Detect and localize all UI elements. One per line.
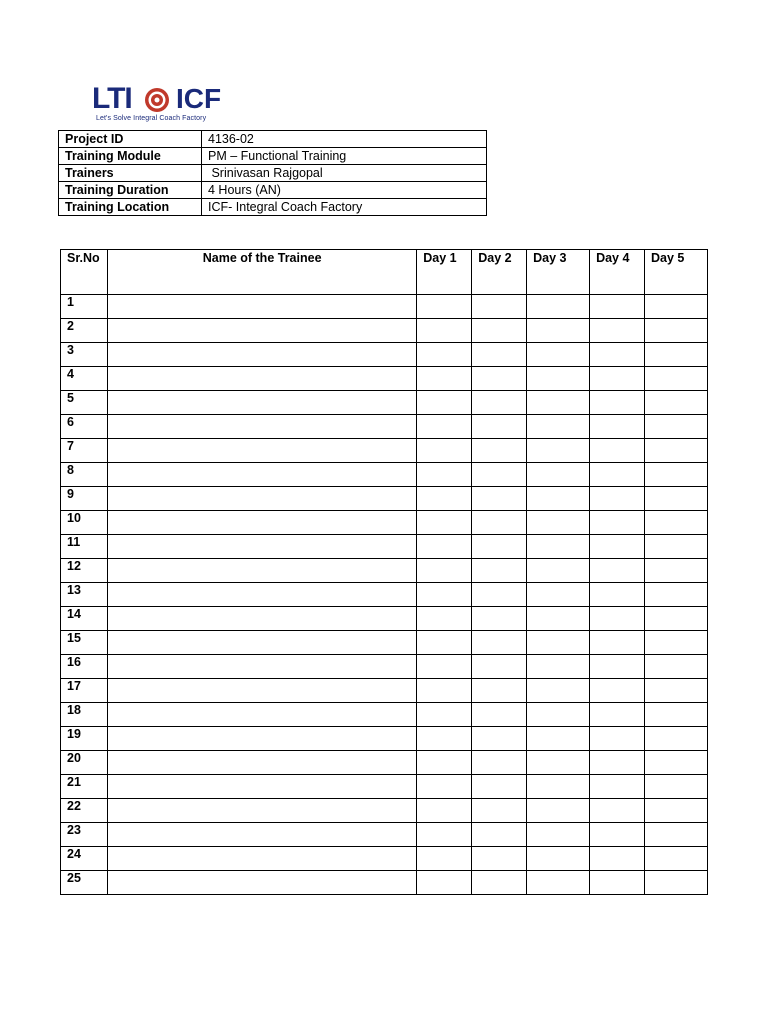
day3-cell[interactable] <box>527 295 590 319</box>
column-header: Day 3 <box>527 250 590 295</box>
day5-cell[interactable] <box>645 487 708 511</box>
sr-no-cell: 2 <box>61 319 108 343</box>
column-header: Sr.No <box>61 250 108 295</box>
day2-cell[interactable] <box>472 631 527 655</box>
logo-tagline: Let's Solve Integral Coach Factory <box>96 115 207 122</box>
sr-no-cell: 22 <box>61 799 108 823</box>
info-label: Trainers <box>59 165 202 182</box>
table-row <box>61 343 708 367</box>
day3-cell[interactable] <box>527 535 590 559</box>
sr-no-cell: 23 <box>61 823 108 847</box>
day1-cell[interactable] <box>417 583 472 607</box>
day5-cell[interactable] <box>645 727 708 751</box>
info-value: 4136-02 <box>202 131 487 148</box>
trainee-name-cell[interactable] <box>107 871 416 895</box>
table-row <box>61 415 708 439</box>
table-row <box>61 583 708 607</box>
trainee-name-cell[interactable] <box>107 655 416 679</box>
table-row <box>61 463 708 487</box>
day1-cell[interactable] <box>417 343 472 367</box>
day3-cell[interactable] <box>527 343 590 367</box>
day5-cell[interactable] <box>645 343 708 367</box>
info-value: Srinivasan Rajgopal <box>202 165 487 182</box>
trainee-name-cell[interactable] <box>107 775 416 799</box>
day1-cell[interactable] <box>417 703 472 727</box>
day4-cell[interactable] <box>590 535 645 559</box>
day4-cell[interactable] <box>590 703 645 727</box>
table-row <box>61 703 708 727</box>
day2-cell[interactable] <box>472 439 527 463</box>
sr-no-cell: 11 <box>61 535 108 559</box>
table-row <box>61 607 708 631</box>
sr-no-cell: 17 <box>61 679 108 703</box>
day4-cell[interactable] <box>590 343 645 367</box>
trainee-name-cell[interactable] <box>107 367 416 391</box>
table-row <box>61 775 708 799</box>
table-row <box>61 679 708 703</box>
day3-cell[interactable] <box>527 871 590 895</box>
sr-no-cell: 3 <box>61 343 108 367</box>
day2-cell[interactable] <box>472 319 527 343</box>
day5-cell[interactable] <box>645 583 708 607</box>
day5-cell[interactable] <box>645 631 708 655</box>
sr-no-cell: 13 <box>61 583 108 607</box>
day5-cell[interactable] <box>645 367 708 391</box>
icf-logo-text: ICF <box>176 83 222 114</box>
info-label: Project ID <box>59 131 202 148</box>
trainee-name-cell[interactable] <box>107 847 416 871</box>
table-row <box>61 727 708 751</box>
day3-cell[interactable] <box>527 847 590 871</box>
info-row <box>59 182 487 199</box>
day5-cell[interactable] <box>645 607 708 631</box>
day3-cell[interactable] <box>527 703 590 727</box>
day5-cell[interactable] <box>645 391 708 415</box>
info-value: 4 Hours (AN) <box>202 182 487 199</box>
table-row <box>61 799 708 823</box>
day2-cell[interactable] <box>472 487 527 511</box>
day3-cell[interactable] <box>527 319 590 343</box>
day2-cell[interactable] <box>472 391 527 415</box>
table-row <box>61 847 708 871</box>
day1-cell[interactable] <box>417 559 472 583</box>
day1-cell[interactable] <box>417 487 472 511</box>
sr-no-cell: 14 <box>61 607 108 631</box>
info-row <box>59 165 487 182</box>
table-row <box>61 655 708 679</box>
sr-no-cell: 7 <box>61 439 108 463</box>
day2-cell[interactable] <box>472 415 527 439</box>
day4-cell[interactable] <box>590 655 645 679</box>
day2-cell[interactable] <box>472 343 527 367</box>
day2-cell[interactable] <box>472 871 527 895</box>
day4-cell[interactable] <box>590 607 645 631</box>
day5-cell[interactable] <box>645 511 708 535</box>
trainee-name-cell[interactable] <box>107 415 416 439</box>
day5-cell[interactable] <box>645 823 708 847</box>
sr-no-cell: 16 <box>61 655 108 679</box>
day4-cell[interactable] <box>590 799 645 823</box>
info-value: PM – Functional Training <box>202 148 487 165</box>
day5-cell[interactable] <box>645 463 708 487</box>
sr-no-cell: 6 <box>61 415 108 439</box>
trainee-name-cell[interactable] <box>107 823 416 847</box>
day1-cell[interactable] <box>417 319 472 343</box>
day5-cell[interactable] <box>645 559 708 583</box>
trainee-name-cell[interactable] <box>107 343 416 367</box>
day2-cell[interactable] <box>472 511 527 535</box>
day3-cell[interactable] <box>527 439 590 463</box>
trainee-name-cell[interactable] <box>107 511 416 535</box>
day3-cell[interactable] <box>527 727 590 751</box>
info-row <box>59 148 487 165</box>
day2-cell[interactable] <box>472 823 527 847</box>
day3-cell[interactable] <box>527 415 590 439</box>
day2-cell[interactable] <box>472 799 527 823</box>
trainee-name-cell[interactable] <box>107 535 416 559</box>
day3-cell[interactable] <box>527 823 590 847</box>
icf-emblem-icon <box>144 87 170 113</box>
trainee-name-cell[interactable] <box>107 583 416 607</box>
table-row <box>61 439 708 463</box>
attendance-table <box>60 249 708 895</box>
day1-cell[interactable] <box>417 751 472 775</box>
trainee-name-cell[interactable] <box>107 703 416 727</box>
day2-cell[interactable] <box>472 679 527 703</box>
day1-cell[interactable] <box>417 535 472 559</box>
sr-no-cell: 21 <box>61 775 108 799</box>
day4-cell[interactable] <box>590 871 645 895</box>
column-header: Day 2 <box>472 250 527 295</box>
day4-cell[interactable] <box>590 439 645 463</box>
table-row <box>61 367 708 391</box>
day1-cell[interactable] <box>417 439 472 463</box>
day4-cell[interactable] <box>590 367 645 391</box>
day3-cell[interactable] <box>527 751 590 775</box>
day5-cell[interactable] <box>645 871 708 895</box>
day3-cell[interactable] <box>527 775 590 799</box>
sr-no-cell: 8 <box>61 463 108 487</box>
day5-cell[interactable] <box>645 679 708 703</box>
info-row <box>59 199 487 216</box>
day5-cell[interactable] <box>645 655 708 679</box>
column-header: Day 1 <box>417 250 472 295</box>
sr-no-cell: 15 <box>61 631 108 655</box>
day4-cell[interactable] <box>590 391 645 415</box>
day1-cell[interactable] <box>417 295 472 319</box>
day4-cell[interactable] <box>590 727 645 751</box>
day1-cell[interactable] <box>417 367 472 391</box>
trainee-name-cell[interactable] <box>107 463 416 487</box>
day3-cell[interactable] <box>527 463 590 487</box>
table-row <box>61 295 708 319</box>
day5-cell[interactable] <box>645 775 708 799</box>
day1-cell[interactable] <box>417 607 472 631</box>
trainee-name-cell[interactable] <box>107 727 416 751</box>
info-value: ICF- Integral Coach Factory <box>202 199 487 216</box>
day1-cell[interactable] <box>417 631 472 655</box>
lti-icf-logo <box>92 84 222 126</box>
sr-no-cell: 24 <box>61 847 108 871</box>
info-row <box>59 131 487 148</box>
day2-cell[interactable] <box>472 847 527 871</box>
day5-cell[interactable] <box>645 415 708 439</box>
day5-cell[interactable] <box>645 703 708 727</box>
day2-cell[interactable] <box>472 751 527 775</box>
table-row <box>61 391 708 415</box>
day4-cell[interactable] <box>590 415 645 439</box>
table-row <box>61 511 708 535</box>
sr-no-cell: 4 <box>61 367 108 391</box>
day4-cell[interactable] <box>590 679 645 703</box>
day5-cell[interactable] <box>645 295 708 319</box>
day5-cell[interactable] <box>645 799 708 823</box>
table-row <box>61 535 708 559</box>
training-info-table <box>58 130 487 216</box>
day2-cell[interactable] <box>472 727 527 751</box>
day3-cell[interactable] <box>527 799 590 823</box>
day4-cell[interactable] <box>590 295 645 319</box>
day2-cell[interactable] <box>472 703 527 727</box>
day4-cell[interactable] <box>590 847 645 871</box>
day2-cell[interactable] <box>472 535 527 559</box>
day4-cell[interactable] <box>590 487 645 511</box>
day1-cell[interactable] <box>417 391 472 415</box>
trainee-name-cell[interactable] <box>107 439 416 463</box>
trainee-name-cell[interactable] <box>107 751 416 775</box>
day1-cell[interactable] <box>417 415 472 439</box>
day3-cell[interactable] <box>527 583 590 607</box>
day5-cell[interactable] <box>645 319 708 343</box>
day1-cell[interactable] <box>417 823 472 847</box>
day4-cell[interactable] <box>590 823 645 847</box>
day3-cell[interactable] <box>527 391 590 415</box>
day1-cell[interactable] <box>417 847 472 871</box>
trainee-name-cell[interactable] <box>107 559 416 583</box>
sr-no-cell: 10 <box>61 511 108 535</box>
day1-cell[interactable] <box>417 655 472 679</box>
info-label: Training Location <box>59 199 202 216</box>
lti-logo-text: LTI <box>92 82 132 115</box>
trainee-name-cell[interactable] <box>107 487 416 511</box>
sr-no-cell: 5 <box>61 391 108 415</box>
sr-no-cell: 18 <box>61 703 108 727</box>
day2-cell[interactable] <box>472 775 527 799</box>
sr-no-cell: 1 <box>61 295 108 319</box>
trainee-name-cell[interactable] <box>107 319 416 343</box>
day3-cell[interactable] <box>527 487 590 511</box>
day4-cell[interactable] <box>590 319 645 343</box>
trainee-name-cell[interactable] <box>107 295 416 319</box>
trainee-name-cell[interactable] <box>107 799 416 823</box>
table-row <box>61 487 708 511</box>
table-row <box>61 559 708 583</box>
sr-no-cell: 9 <box>61 487 108 511</box>
sr-no-cell: 25 <box>61 871 108 895</box>
day4-cell[interactable] <box>590 751 645 775</box>
day4-cell[interactable] <box>590 631 645 655</box>
day3-cell[interactable] <box>527 511 590 535</box>
day2-cell[interactable] <box>472 607 527 631</box>
day1-cell[interactable] <box>417 871 472 895</box>
day2-cell[interactable] <box>472 655 527 679</box>
sr-no-cell: 20 <box>61 751 108 775</box>
info-label: Training Duration <box>59 182 202 199</box>
trainee-name-cell[interactable] <box>107 631 416 655</box>
column-header: Day 5 <box>645 250 708 295</box>
day5-cell[interactable] <box>645 847 708 871</box>
day1-cell[interactable] <box>417 463 472 487</box>
day2-cell[interactable] <box>472 463 527 487</box>
day3-cell[interactable] <box>527 631 590 655</box>
day2-cell[interactable] <box>472 367 527 391</box>
day2-cell[interactable] <box>472 583 527 607</box>
table-row <box>61 751 708 775</box>
day3-cell[interactable] <box>527 655 590 679</box>
day3-cell[interactable] <box>527 679 590 703</box>
info-label: Training Module <box>59 148 202 165</box>
trainee-name-cell[interactable] <box>107 607 416 631</box>
day5-cell[interactable] <box>645 439 708 463</box>
column-header: Day 4 <box>590 250 645 295</box>
day1-cell[interactable] <box>417 799 472 823</box>
day2-cell[interactable] <box>472 295 527 319</box>
day5-cell[interactable] <box>645 535 708 559</box>
day3-cell[interactable] <box>527 607 590 631</box>
sr-no-cell: 19 <box>61 727 108 751</box>
day3-cell[interactable] <box>527 559 590 583</box>
day1-cell[interactable] <box>417 727 472 751</box>
day4-cell[interactable] <box>590 583 645 607</box>
day1-cell[interactable] <box>417 775 472 799</box>
table-row <box>61 319 708 343</box>
day5-cell[interactable] <box>645 751 708 775</box>
day4-cell[interactable] <box>590 463 645 487</box>
trainee-name-cell[interactable] <box>107 391 416 415</box>
day4-cell[interactable] <box>590 511 645 535</box>
day2-cell[interactable] <box>472 559 527 583</box>
table-row <box>61 871 708 895</box>
day4-cell[interactable] <box>590 559 645 583</box>
day1-cell[interactable] <box>417 511 472 535</box>
day3-cell[interactable] <box>527 367 590 391</box>
table-row <box>61 631 708 655</box>
day1-cell[interactable] <box>417 679 472 703</box>
table-row <box>61 823 708 847</box>
day4-cell[interactable] <box>590 775 645 799</box>
column-header: Name of the Trainee <box>107 250 416 295</box>
trainee-name-cell[interactable] <box>107 679 416 703</box>
sr-no-cell: 12 <box>61 559 108 583</box>
